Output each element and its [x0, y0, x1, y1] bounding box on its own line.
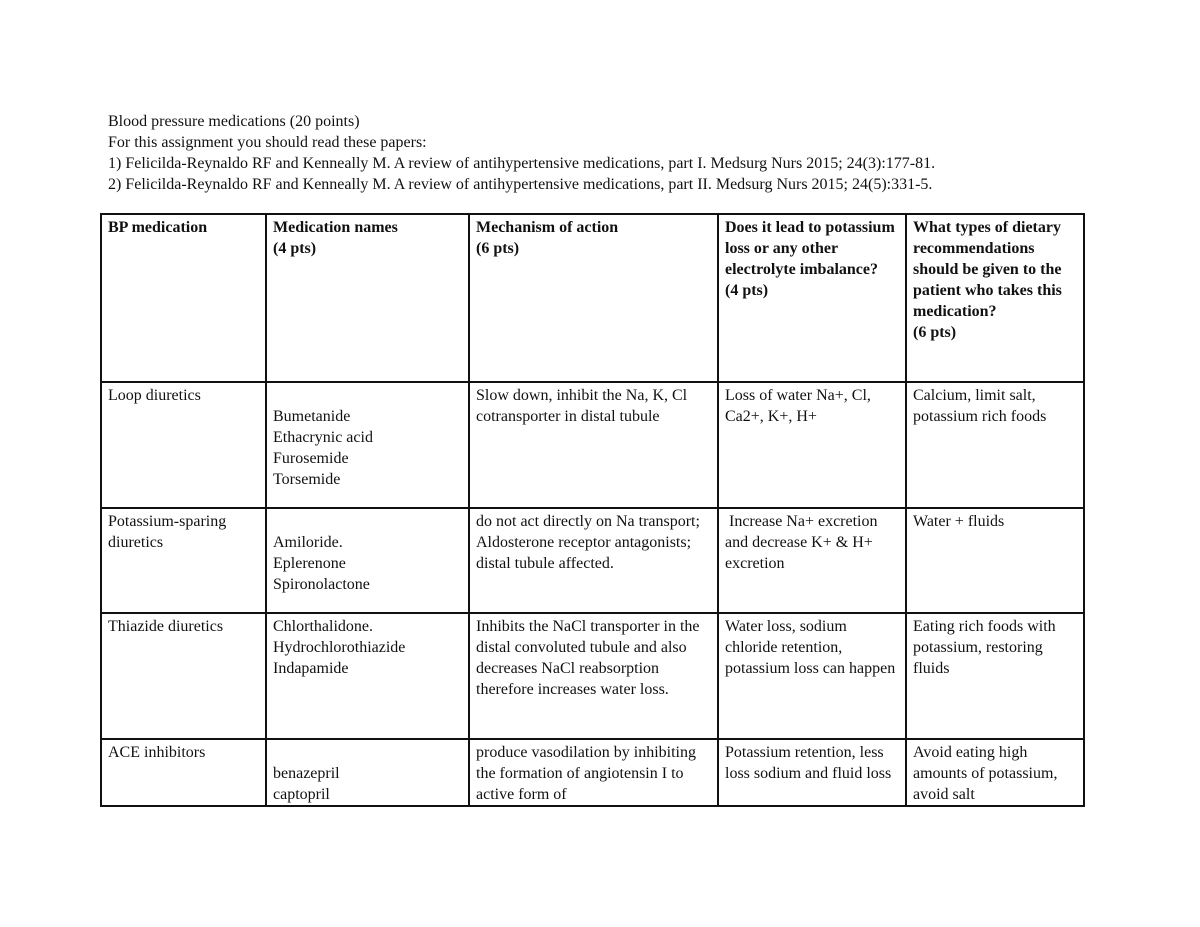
column-header-points: (4 pts): [273, 240, 317, 257]
diet-cell: Calcium, limit salt, potassium rich foods: [906, 382, 1084, 508]
electrolyte-cell: Potassium retention, less loss sodium and fluid loss: [718, 739, 906, 806]
column-header-bp-medication: [101, 214, 266, 382]
column-header-electrolyte: [718, 214, 906, 382]
electrolyte-cell: Increase Na+ excretion and decrease K+ & H+ excretion: [718, 508, 906, 613]
medication-names-cell: [266, 739, 469, 806]
document-title: Blood pressure medications (20 points): [108, 113, 360, 130]
assignment-instructions: For this assignment you should read these papers:: [108, 134, 427, 151]
column-header-label: What types of dietary recommendations should be given to the patient who takes this medication?: [913, 219, 1062, 320]
medication-names-cell: [266, 613, 469, 739]
medication-name: captopril: [273, 786, 330, 803]
column-header-label: Does it lead to potassium loss or any other electrolyte imbalance?: [725, 219, 895, 278]
column-header-points: (6 pts): [476, 240, 520, 257]
medication-name: Eplerenone: [273, 555, 346, 572]
column-header-diet: [906, 214, 1084, 382]
medication-names-cell: [266, 508, 469, 613]
diet-cell: Eating rich foods with potassium, restoring fluids: [906, 613, 1084, 739]
electrolyte-cell: Loss of water Na+, Cl, Ca2+, K+, H+: [718, 382, 906, 508]
medication-name: Furosemide: [273, 450, 349, 467]
column-header-label: Medication names: [273, 219, 398, 236]
table-row: [101, 613, 1084, 739]
medication-name: Chlorthalidone.: [273, 618, 373, 635]
medication-name: Hydrochlorothiazide: [273, 639, 406, 656]
medication-names-cell: [266, 382, 469, 508]
medication-name: Spironolactone: [273, 576, 370, 593]
drug-class-cell: Loop diuretics: [101, 382, 266, 508]
drug-class-cell: ACE inhibitors: [101, 739, 266, 806]
medication-name: Amiloride.: [273, 534, 343, 551]
column-header-label: Mechanism of action: [476, 219, 619, 236]
medication-name: benazepril: [273, 765, 340, 782]
table-header-row: [101, 214, 1084, 382]
column-header-medication-names: [266, 214, 469, 382]
diet-cell: Avoid eating high amounts of potassium, avoid salt: [906, 739, 1084, 806]
medication-name: Bumetanide: [273, 408, 351, 425]
table-row: [101, 382, 1084, 508]
drug-class-cell: Thiazide diuretics: [101, 613, 266, 739]
document-header: [108, 111, 935, 195]
column-header-mechanism: [469, 214, 718, 382]
medication-name: Torsemide: [273, 471, 341, 488]
column-header-label: BP medication: [108, 219, 208, 236]
mechanism-cell: Slow down, inhibit the Na, K, Cl cotransporter in distal tubule: [469, 382, 718, 508]
column-header-points: (6 pts): [913, 324, 957, 341]
column-header-points: (4 pts): [725, 282, 769, 299]
drug-class-cell: Potassium-sparing diuretics: [101, 508, 266, 613]
medication-name: Ethacrynic acid: [273, 429, 373, 446]
mechanism-cell: do not act directly on Na transport; Aldosterone receptor antagonists; distal tubule affected.: [469, 508, 718, 613]
table-row: [101, 508, 1084, 613]
reference-1: 1) Felicilda-Reynaldo RF and Kenneally M. A review of antihypertensive medications, part I. Medsurg Nurs 2015; 24(3):177-81.: [108, 155, 936, 172]
reference-2: 2) Felicilda-Reynaldo RF and Kenneally M. A review of antihypertensive medications, part II. Medsurg Nurs 2015; 24(5):331-5.: [108, 176, 933, 193]
table-row: [101, 739, 1084, 806]
mechanism-cell: produce vasodilation by inhibiting the formation of angiotensin I to active form of: [469, 739, 718, 806]
mechanism-cell: Inhibits the NaCl transporter in the distal convoluted tubule and also decreases NaCl reabsorption therefore increases water loss.: [469, 613, 718, 739]
diet-cell: Water + fluids: [906, 508, 1084, 613]
medications-table: [100, 213, 1085, 807]
medication-name: Indapamide: [273, 660, 349, 677]
electrolyte-cell: Water loss, sodium chloride retention, potassium loss can happen: [718, 613, 906, 739]
